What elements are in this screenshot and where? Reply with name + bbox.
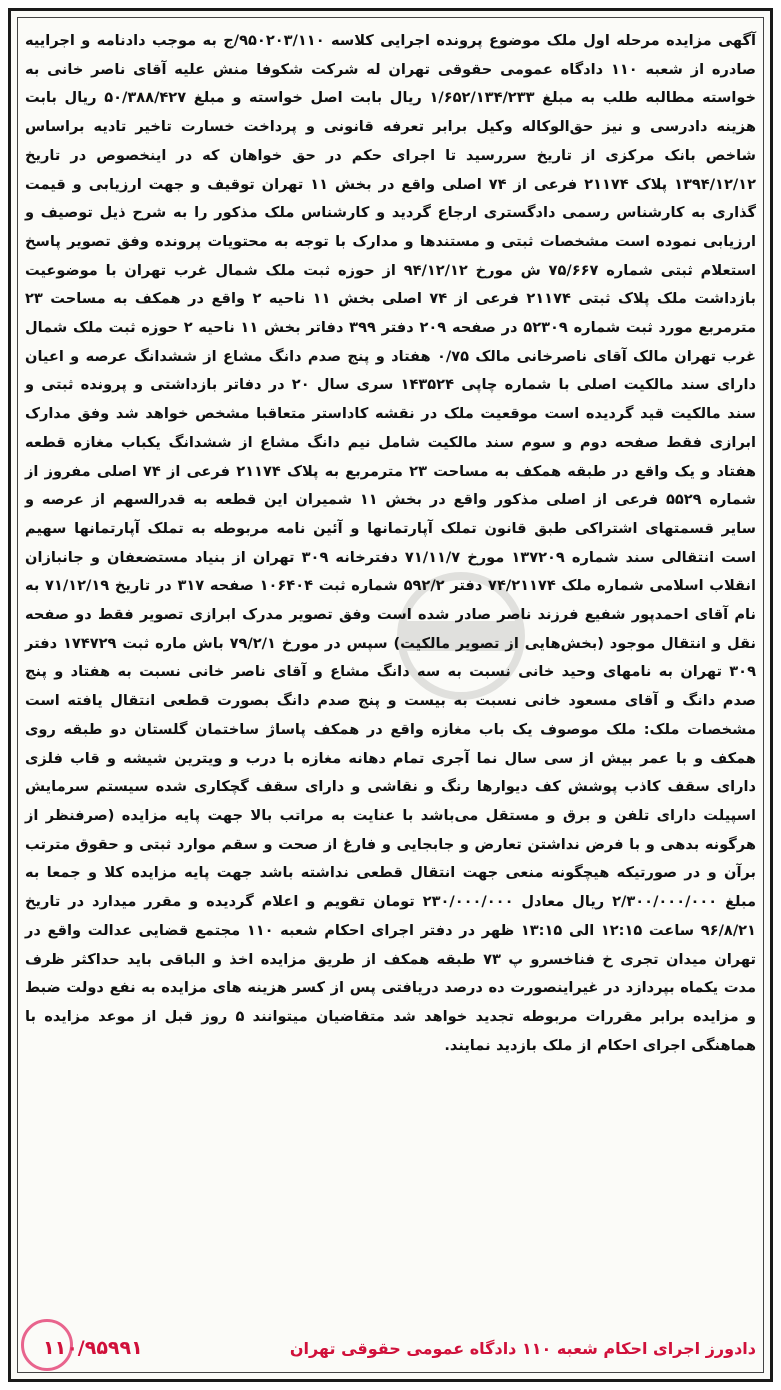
court-auction-notice — [8, 8, 773, 1382]
stamp-icon — [21, 1319, 73, 1371]
footer-signature-text: دادورز اجرای احکام شعبه ۱۱۰ دادگاه عمومی حقوقی تهران — [289, 1338, 756, 1358]
notice-body-text: آگهی مزایده مرحله اول ملک موضوع پرونده اجرایی کلاسه ۹۵۰۲۰۳/۱۱۰/ج به موجب دادنامه و اجراییه صادره از شعبه ۱۱۰ دادگاه عمومی حقوقی تهران له شرکت شکوفا منش علیه آقای ناصر خانی به خواسته مطالبه طلب به مبلغ ۱/۶۵۲/۱۳۴/۲۳۳ ریال بابت اصل خواسته و مبلغ ۵۰/۳۸۸/۴۲۷ ریال بابت هزینه دادرسی و نیز حق‌الوکاله وکیل برابر تعرفه قانونی و پرداخت خسارت تاخیر تادیه براساس شاخص بانک مرکزی از تاریخ سررسید تا اجرای حکم در حق خواهان که در اینخصوص در تاریخ ۱۳۹۴/۱۲/۱۲ پلاک ۲۱۱۷۴ فرعی از ۷۴ اصلی واقع در بخش ۱۱ تهران توقیف و جهت ارزیابی و قیمت گذاری به کارشناس رسمی دادگستری ارجاع گردید و کارشناس ملک مذکور را به شرح ذیل توصیف و ارزیابی نموده است مشخصات ثبتی و مستندها و مدارک با توجه به محتویات پرونده وفق تصویر پاسخ استعلام ثبتی شماره ۷۵/۶۶۷ ش مورخ ۹۴/۱۲/۱۲ از حوزه ثبت ملک شمال غرب تهران با موضوعیت بازداشت ملک پلاک ثبتی ۲۱۱۷۴ فرعی از ۷۴ اصلی بخش ۱۱ ناحیه ۲ واقع در همکف به مساحت ۲۳ مترمربع مورد ثبت شماره ۵۲۳۰۹ در صفحه ۲۰۹ دفتر ۳۹۹ دفاتر بخش ۱۱ ناحیه ۲ حوزه ثبت ملک شمال غرب تهران مالک آقای ناصرخانی مالک ۰/۷۵ هفتاد و پنج صدم دانگ مشاع از ششدانگ عرصه و اعیان دارای سند مالکیت اصلی با شماره چاپی ۱۴۳۵۲۴ سری سال ۲۰ در دفاتر بازداشتی و پرونده ثبتی و سند مالکیت قید گردیده است موقعیت ملک در نقشه کاداستر متعاقبا مشخص خواهد شد وفق مدارک ابرازی فقط صفحه دوم و سوم سند مالکیت شامل نیم دانگ مشاع از ششدانگ یکباب مغازه قطعه هفتاد و یک واقع در طبقه همکف به مساحت ۲۳ مترمربع به پلاک ۲۱۱۷۴ فرعی از ۷۴ اصلی مفروز از شماره ۵۵۲۹ فرعی از اصلی مذکور واقع در بخش ۱۱ شمیران این قطعه به قدرالسهم از عرصه و سایر قسمتهای اشتراکی طبق قانون تملک آپارتمانها و آئین نامه مربوطه به تملک آپارتمانها سهیم است انتقالی سند شماره ۱۳۷۲۰۹ مورخ ۷۱/۱۱/۷ دفترخانه ۳۰۹ تهران از بنیاد مستضعفان و جانبازان انقلاب اسلامی شماره ملک ۷۴/۲۱۱۷۴ دفتر ۵۹۲/۲ شماره ثبت ۱۰۶۴۰۴ صفحه ۳۱۷ در تاریخ ۷۱/۱۲/۱۹ به نام آقای احمدپور شفیع فرزند ناصر صادر شده است وفق تصویر مدرک ابرازی تصویر فقط دو صفحه نقل و انتقال موجود (بخش‌هایی از تصویر مالکیت) سپس در مورخ ۷۹/۲/۱ باش ماره ثبت ۱۷۴۷۲۹ دفتر ۳۰۹ تهران به نامهای وحید خانی نسبت به سه دانگ مشاع و آقای ناصر خانی نسبت به هفتاد و پنج صدم دانگ و آقای مسعود خانی نسبت به بیست و پنج صدم دانگ بصورت قطعی انتقال یافته است مشخصات ملک: ملک موصوف یک باب مغازه واقع در همکف پاساژ ساختمان گلستان دو طبقه روی همکف و با عمر بیش از سی سال نما آجری تمام دهانه مغازه با درب و ویترین شیشه و قاب فلزی دارای سقف کاذب پوشش کف دیوارها رنگ و نقاشی و دارای سقف گچکاری شده سیستم سرمایش اسپیلت دارای تلفن و برق و مستقل می‌باشد با عنایت به مراتب بالا جهت پایه مزایده (صرفنظر از هرگونه بدهی و با فرض نداشتن تعارض و جابجایی و فارغ از صحت و سقم موارد ثبتی و حقوق مترتب برآن و در صورتیکه هیچگونه منعی جهت انتقال قطعی نداشته باشد جهت پایه مزایده کلا و جمعا به مبلغ ۲/۳۰۰/۰۰۰/۰۰۰ ریال معادل ۲۳۰/۰۰۰/۰۰۰ تومان تقویم و اعلام گردیده و مقرر میدارد در تاریخ ۹۶/۸/۲۱ ساعت ۱۲:۱۵ الی ۱۳:۱۵ ظهر در دفتر اجرای احکام شعبه ۱۱۰ مجتمع قضایی عدالت واقع در تهران میدان تجری خ فناخسرو پ ۷۳ طبقه همکف از طریق مزایده اخذ و الباقی باید حداکثر ظرف مدت یکماه بپردازد در غیراینصورت ده درصد دریافتی پس از کسر هزینه های مزایده به نفع دولت ضبط و مزایده برابر مقررات مربوطه تجدید خواهد شد متقاضیان میتوانند ۵ روز قبل از موعد مزایده با هماهنگی اجرای احکام از ملک بازدید نمایند. — [25, 32, 757, 1054]
footer-notice-number: ۱۱۰/۹۵۹۹۱ — [43, 1337, 143, 1359]
notice-footer — [25, 1331, 756, 1365]
